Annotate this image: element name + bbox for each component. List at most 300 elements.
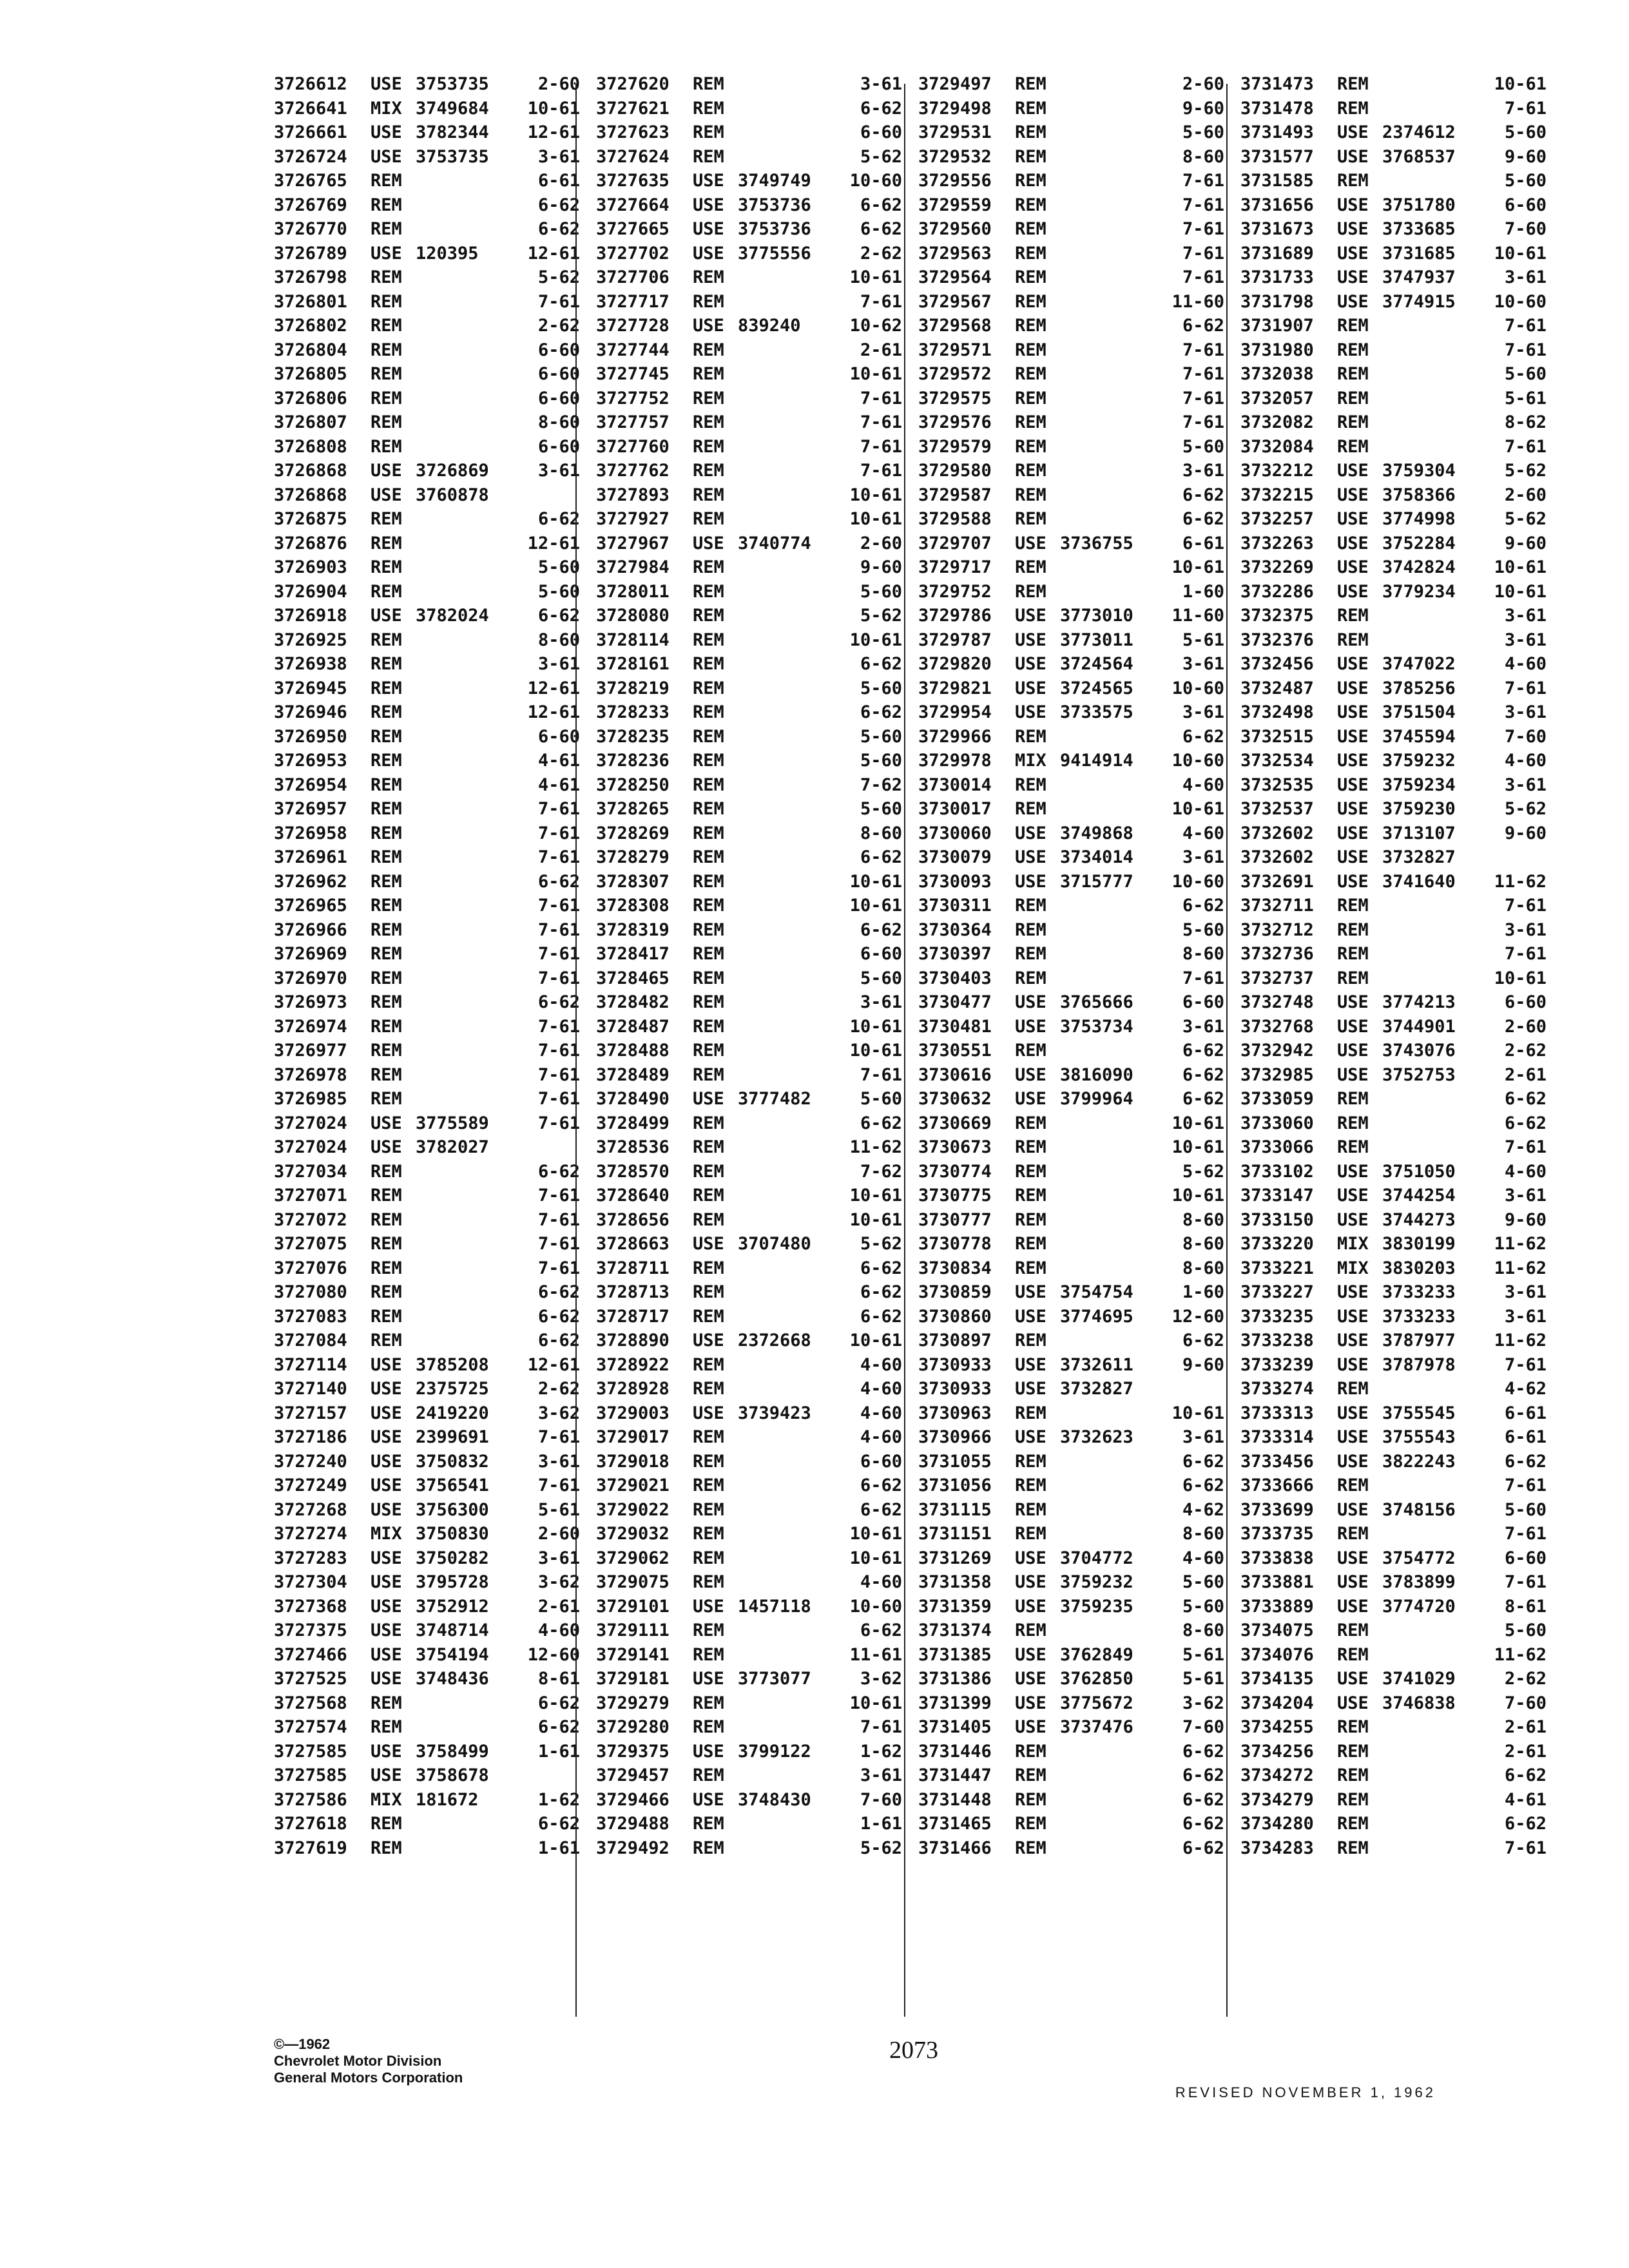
- replacement-part: 3765666: [1060, 992, 1133, 1012]
- action-code: REM: [1015, 1209, 1046, 1230]
- part-number: 3728265: [596, 799, 670, 819]
- part-number: 3732498: [1240, 702, 1314, 722]
- replacement-part: [738, 628, 831, 653]
- action-code: USE: [1337, 751, 1369, 771]
- part-number: 3731473: [1240, 74, 1314, 94]
- part-number: 3728711: [596, 1258, 670, 1278]
- part-number: 3732376: [1240, 629, 1314, 650]
- part-number: 3728487: [596, 1016, 670, 1037]
- action-code: REM: [1015, 171, 1046, 191]
- table-row: [274, 1474, 583, 1498]
- part-number: 3733227: [1240, 1282, 1314, 1302]
- part-number: 3727752: [596, 388, 670, 408]
- effective-date: 7-62: [860, 774, 902, 795]
- part-number: 3733102: [1240, 1161, 1314, 1182]
- effective-date: 10-60: [849, 171, 902, 191]
- replacement-part: [1060, 797, 1153, 822]
- part-number: 3733314: [1240, 1427, 1314, 1447]
- part-number: 3726661: [274, 122, 347, 142]
- action-code: USE: [1015, 654, 1046, 674]
- part-number: 3729568: [918, 316, 992, 336]
- table-row: [274, 362, 583, 387]
- action-code: REM: [693, 509, 724, 529]
- part-number: 3732942: [1240, 1041, 1314, 1061]
- replacement-part: [1060, 217, 1153, 242]
- part-number: 3730403: [918, 968, 992, 988]
- table-row: [918, 845, 1228, 870]
- replacement-part: 3782344: [416, 122, 489, 142]
- action-code: USE: [1337, 1451, 1369, 1472]
- replacement-part: [738, 1111, 831, 1136]
- replacement-part: 3736755: [1060, 533, 1133, 553]
- table-row: [596, 1208, 905, 1233]
- effective-date: 5-60: [1504, 1620, 1547, 1640]
- effective-date: 1-61: [860, 1814, 902, 1834]
- effective-date: 6-62: [860, 195, 902, 215]
- effective-date: 10-61: [1494, 74, 1547, 94]
- table-row: [274, 725, 583, 749]
- action-code: USE: [1337, 1041, 1369, 1061]
- replacement-part: 3726869: [416, 461, 489, 481]
- part-number: 3731577: [1240, 146, 1314, 167]
- action-code: REM: [371, 678, 402, 698]
- part-number: 3728890: [596, 1331, 670, 1350]
- action-code: REM: [371, 799, 402, 819]
- part-number: 3726945: [274, 678, 347, 698]
- effective-date: 7-61: [537, 847, 580, 867]
- table-row: [1240, 507, 1550, 532]
- part-number: 3733239: [1240, 1354, 1314, 1375]
- action-code: MIX: [371, 1789, 402, 1810]
- replacement-part: 3755545: [1382, 1403, 1456, 1423]
- table-row: [274, 942, 583, 966]
- action-code: REM: [1015, 581, 1046, 602]
- table-row: [596, 459, 905, 483]
- action-code: REM: [693, 146, 724, 167]
- action-code: REM: [693, 485, 724, 505]
- table-row: [918, 1498, 1228, 1523]
- table-row: [596, 966, 905, 991]
- table-row: [1240, 725, 1550, 749]
- action-code: USE: [1337, 1693, 1369, 1713]
- effective-date: 11-62: [1494, 871, 1547, 892]
- part-number: 3729062: [596, 1548, 670, 1568]
- action-code: REM: [1015, 316, 1046, 336]
- table-row: [1240, 1111, 1550, 1136]
- action-code: REM: [1337, 1475, 1369, 1495]
- table-row: [596, 1474, 905, 1498]
- part-number: 3726969: [274, 944, 347, 964]
- table-row: [274, 1522, 583, 1546]
- part-number: 3727466: [274, 1644, 347, 1665]
- effective-date: 7-61: [1504, 316, 1547, 336]
- action-code: USE: [1337, 1499, 1369, 1520]
- part-number: 3731689: [1240, 243, 1314, 264]
- action-code: USE: [1337, 823, 1369, 843]
- effective-date: 4-61: [537, 751, 580, 771]
- action-code: REM: [1337, 968, 1369, 988]
- part-number: 3732215: [1240, 485, 1314, 505]
- part-number: 3729978: [918, 751, 992, 771]
- replacement-part: 3816090: [1060, 1064, 1133, 1085]
- table-row: [918, 870, 1228, 894]
- effective-date: 10-61: [849, 629, 902, 650]
- effective-date: 10-61: [1494, 243, 1547, 264]
- action-code: REM: [693, 1451, 724, 1472]
- part-number: 3726962: [274, 871, 347, 892]
- action-code: REM: [371, 267, 402, 287]
- table-row: [596, 1619, 905, 1643]
- replacement-part: [738, 1377, 831, 1401]
- part-number: 3728640: [596, 1186, 670, 1206]
- action-code: REM: [1015, 146, 1046, 167]
- effective-date: 5-62: [537, 267, 580, 287]
- replacement-part: 3773011: [1060, 629, 1133, 650]
- part-number: 3734075: [1240, 1620, 1314, 1640]
- replacement-part: 3748714: [416, 1620, 489, 1640]
- action-code: REM: [371, 871, 402, 892]
- replacement-part: [416, 1256, 509, 1281]
- part-number: 3730669: [918, 1113, 992, 1133]
- action-code: REM: [693, 122, 724, 142]
- table-row: [918, 1160, 1228, 1184]
- part-number: 3730963: [918, 1403, 992, 1423]
- action-code: REM: [693, 919, 724, 940]
- part-number: 3728308: [596, 896, 670, 916]
- table-row: [918, 1111, 1228, 1136]
- part-number: 3726918: [274, 606, 347, 626]
- part-number: 3727762: [596, 461, 670, 481]
- action-code: USE: [1337, 195, 1369, 215]
- replacement-part: [416, 628, 509, 653]
- effective-date: 3-61: [1182, 1427, 1224, 1447]
- replacement-part: 3759235: [1060, 1596, 1133, 1617]
- action-code: USE: [1015, 1089, 1046, 1109]
- effective-date: 6-62: [537, 1331, 580, 1350]
- action-code: REM: [693, 412, 724, 432]
- part-number: 3730966: [918, 1427, 992, 1447]
- part-number: 3726806: [274, 388, 347, 408]
- effective-date: 7-61: [537, 799, 580, 819]
- table-row: [1240, 1087, 1550, 1111]
- effective-date: 5-60: [860, 678, 902, 698]
- part-number: 3732768: [1240, 1016, 1314, 1037]
- table-row: [1240, 217, 1550, 242]
- table-row: [1240, 1836, 1550, 1861]
- action-code: REM: [371, 1234, 402, 1254]
- table-row: [918, 1329, 1228, 1353]
- replacement-part: [738, 797, 831, 822]
- part-number: 3733235: [1240, 1306, 1314, 1327]
- effective-date: 4-60: [860, 1403, 902, 1423]
- effective-date: 6-62: [1182, 1789, 1224, 1810]
- effective-date: 7-61: [860, 412, 902, 432]
- effective-date: 3-61: [1504, 606, 1547, 626]
- table-row: [596, 314, 905, 338]
- action-code: REM: [371, 1186, 402, 1206]
- table-row: [274, 120, 583, 145]
- table-row: [918, 242, 1228, 266]
- replacement-part: [1382, 169, 1476, 193]
- table-row: [1240, 1377, 1550, 1401]
- replacement-part: [1060, 242, 1153, 266]
- action-code: USE: [1337, 1572, 1369, 1592]
- table-row: [918, 1015, 1228, 1039]
- action-code: REM: [693, 1186, 724, 1206]
- effective-date: 7-61: [860, 291, 902, 312]
- replacement-part: [416, 1232, 509, 1256]
- effective-date: 6-62: [1504, 1089, 1547, 1109]
- table-row: [1240, 1015, 1550, 1039]
- effective-date: 6-62: [1182, 726, 1224, 747]
- action-code: REM: [371, 1209, 402, 1230]
- part-number: 3726805: [274, 364, 347, 384]
- part-number: 3727702: [596, 243, 670, 264]
- replacement-part: [738, 700, 831, 725]
- replacement-part: [1060, 1160, 1153, 1184]
- part-number: 3726798: [274, 267, 347, 287]
- replacement-part: 3774695: [1060, 1306, 1133, 1327]
- table-row: [596, 1763, 905, 1788]
- replacement-part: [1382, 410, 1476, 435]
- replacement-part: [416, 314, 509, 338]
- part-number: 3731478: [1240, 98, 1314, 119]
- table-row: [596, 1522, 905, 1546]
- table-row: [274, 1401, 583, 1426]
- replacement-part: 3733233: [1382, 1282, 1456, 1302]
- replacement-part: 3830199: [1382, 1234, 1456, 1254]
- action-code: USE: [693, 1669, 724, 1689]
- effective-date: 4-60: [1182, 774, 1224, 795]
- effective-date: 7-61: [1182, 412, 1224, 432]
- table-row: [918, 1546, 1228, 1571]
- effective-date: 10-61: [1171, 1403, 1224, 1423]
- table-row: [274, 314, 583, 338]
- table-row: [1240, 435, 1550, 459]
- part-number: 3727083: [274, 1306, 347, 1327]
- part-number: 3726612: [274, 74, 347, 94]
- part-number: 3729466: [596, 1789, 670, 1810]
- effective-date: 8-61: [537, 1669, 580, 1689]
- part-number: 3729707: [918, 533, 992, 553]
- part-number: 3729532: [918, 146, 992, 167]
- effective-date: 2-60: [537, 74, 580, 94]
- action-code: REM: [371, 1306, 402, 1327]
- part-number: 3730616: [918, 1064, 992, 1085]
- table-row: [596, 1353, 905, 1378]
- action-code: REM: [1015, 1524, 1046, 1544]
- effective-date: 2-62: [860, 243, 902, 264]
- action-code: REM: [693, 98, 724, 119]
- effective-date: 6-62: [1504, 1113, 1547, 1133]
- replacement-part: 3746838: [1382, 1693, 1456, 1713]
- action-code: REM: [693, 1113, 724, 1133]
- part-number: 3728250: [596, 774, 670, 795]
- table-row: [596, 1546, 905, 1571]
- table-row: [274, 677, 583, 701]
- part-number: 3727585: [274, 1765, 347, 1785]
- replacement-part: [416, 1063, 509, 1088]
- part-number: 3727760: [596, 436, 670, 457]
- replacement-part: [1060, 97, 1153, 121]
- part-number: 3728928: [596, 1379, 670, 1399]
- table-row: [596, 242, 905, 266]
- table-row: [596, 1160, 905, 1184]
- replacement-part: [416, 362, 509, 387]
- table-row: [274, 97, 583, 121]
- table-row: [274, 507, 583, 532]
- action-code: USE: [371, 1644, 402, 1665]
- action-code: USE: [371, 1596, 402, 1617]
- effective-date: [509, 1763, 580, 1788]
- publisher-block: [274, 2036, 463, 2086]
- part-number: 3732537: [1240, 799, 1314, 819]
- action-code: REM: [1015, 1620, 1046, 1640]
- part-number: 3728307: [596, 871, 670, 892]
- table-row: [1240, 700, 1550, 725]
- action-code: USE: [1015, 1282, 1046, 1302]
- action-code: USE: [693, 219, 724, 239]
- action-code: USE: [1015, 823, 1046, 843]
- replacement-part: [1382, 1135, 1476, 1160]
- effective-date: 10-61: [849, 1693, 902, 1713]
- effective-date: 4-61: [1504, 1789, 1547, 1810]
- table-row: [274, 242, 583, 266]
- action-code: USE: [1015, 533, 1046, 553]
- action-code: USE: [1337, 219, 1369, 239]
- table-row: [596, 628, 905, 653]
- part-number: 3727728: [596, 316, 670, 336]
- part-number: 3731374: [918, 1620, 992, 1640]
- part-number: 3730093: [918, 871, 992, 892]
- replacement-part: 3768537: [1382, 146, 1456, 167]
- effective-date: 5-60: [1504, 364, 1547, 384]
- copyright-line: ©—1962: [274, 2036, 331, 2052]
- table-row: [1240, 483, 1550, 508]
- action-code: REM: [1337, 1765, 1369, 1785]
- table-row: [918, 507, 1228, 532]
- effective-date: 6-60: [1182, 992, 1224, 1012]
- table-row: [596, 1595, 905, 1619]
- part-number: 3733735: [1240, 1524, 1314, 1544]
- effective-date: 5-60: [860, 968, 902, 988]
- replacement-part: 3732623: [1060, 1427, 1133, 1447]
- action-code: USE: [693, 243, 724, 264]
- action-code: REM: [371, 340, 402, 360]
- table-row: [274, 1643, 583, 1667]
- table-row: [1240, 822, 1550, 846]
- replacement-part: 3750830: [416, 1524, 489, 1544]
- part-number: 3727665: [596, 219, 670, 239]
- part-number: 3726946: [274, 702, 347, 722]
- effective-date: 7-61: [1504, 1354, 1547, 1375]
- part-number: 3729564: [918, 267, 992, 287]
- replacement-part: [1060, 725, 1153, 749]
- replacement-part: [1060, 314, 1153, 338]
- replacement-part: [738, 1812, 831, 1836]
- replacement-part: [738, 1474, 831, 1498]
- table-row: [918, 1377, 1228, 1401]
- replacement-part: 3779234: [1382, 581, 1456, 602]
- table-row: [1240, 628, 1550, 653]
- effective-date: 6-62: [1182, 316, 1224, 336]
- action-code: REM: [693, 968, 724, 988]
- action-code: USE: [1015, 1693, 1046, 1713]
- part-number: 3727745: [596, 364, 670, 384]
- replacement-part: 2374612: [1382, 122, 1456, 142]
- action-code: REM: [1015, 726, 1046, 747]
- revised-date: REVISED NOVEMBER 1, 1962: [1175, 2084, 1436, 2100]
- replacement-part: [738, 362, 831, 387]
- table-row: [274, 145, 583, 169]
- part-number: 3732212: [1240, 461, 1314, 481]
- part-number: 3733699: [1240, 1499, 1314, 1520]
- action-code: REM: [693, 1814, 724, 1834]
- effective-date: 7-61: [537, 1258, 580, 1278]
- action-code: REM: [1015, 98, 1046, 119]
- table-row: [596, 1063, 905, 1088]
- table-row: [274, 604, 583, 628]
- effective-date: 12-61: [527, 533, 580, 553]
- action-code: REM: [371, 1717, 402, 1737]
- part-number: 3733456: [1240, 1451, 1314, 1472]
- action-code: USE: [371, 1765, 402, 1785]
- table-row: [1240, 1256, 1550, 1281]
- table-row: [918, 1256, 1228, 1281]
- replacement-part: [738, 1546, 831, 1571]
- part-number: 3733060: [1240, 1113, 1314, 1133]
- table-row: [274, 870, 583, 894]
- action-code: USE: [371, 1427, 402, 1447]
- part-number: 3729567: [918, 291, 992, 312]
- action-code: REM: [693, 1209, 724, 1230]
- replacement-part: [1060, 72, 1153, 97]
- replacement-part: [738, 120, 831, 145]
- effective-date: 3-61: [1504, 267, 1547, 287]
- table-row: [596, 845, 905, 870]
- effective-date: 6-62: [1182, 1814, 1224, 1834]
- effective-date: 3-61: [1182, 461, 1224, 481]
- action-code: REM: [693, 1016, 724, 1037]
- replacement-part: [738, 1691, 831, 1716]
- table-row: [596, 990, 905, 1015]
- part-number: 3734272: [1240, 1765, 1314, 1785]
- action-code: USE: [1015, 606, 1046, 626]
- effective-date: 6-62: [860, 702, 902, 722]
- part-number: 3730551: [918, 1041, 992, 1061]
- effective-date: 6-62: [537, 509, 580, 529]
- replacement-part: 3744901: [1382, 1016, 1456, 1037]
- part-number: 3733150: [1240, 1209, 1314, 1230]
- effective-date: 9-60: [1504, 1209, 1547, 1230]
- part-number: 3732057: [1240, 388, 1314, 408]
- action-code: REM: [693, 1379, 724, 1399]
- part-number: 3730860: [918, 1306, 992, 1327]
- action-code: REM: [693, 799, 724, 819]
- table-row: [1240, 169, 1550, 193]
- effective-date: 6-62: [860, 219, 902, 239]
- replacement-part: [738, 1160, 831, 1184]
- replacement-part: [738, 604, 831, 628]
- table-row: [1240, 749, 1550, 773]
- table-row: [1240, 990, 1550, 1015]
- part-number: 3726985: [274, 1089, 347, 1109]
- replacement-part: [1382, 1740, 1476, 1764]
- effective-date: 12-61: [527, 702, 580, 722]
- replacement-part: 3749868: [1060, 823, 1133, 843]
- replacement-part: 3749684: [416, 98, 489, 119]
- replacement-part: 3704772: [1060, 1548, 1133, 1568]
